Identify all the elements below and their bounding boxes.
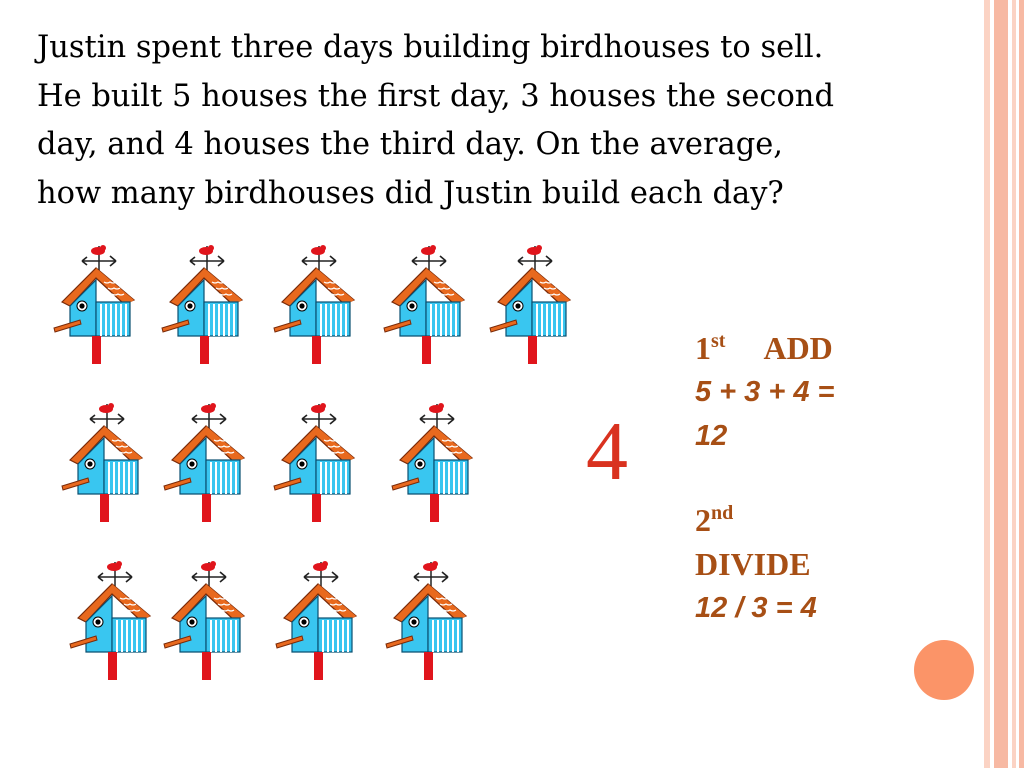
birdhouse-icon bbox=[272, 402, 362, 532]
birdhouse-icon bbox=[384, 560, 474, 690]
birdhouse-icon bbox=[272, 244, 362, 374]
birdhouse-icon bbox=[52, 244, 142, 374]
problem-line: how many birdhouses did Justin build each day? bbox=[37, 175, 784, 211]
birdhouse-icon bbox=[274, 560, 364, 690]
problem-line: day, and 4 houses the third day. On the average, bbox=[37, 127, 783, 162]
step-2-heading bbox=[695, 498, 910, 542]
step-2-number: 2 bbox=[695, 502, 711, 538]
decorative-circle-icon bbox=[914, 640, 974, 700]
birdhouse-icon bbox=[162, 402, 252, 532]
birdhouse-icon bbox=[160, 244, 250, 374]
birdhouse-icon bbox=[60, 402, 150, 532]
step-1-heading bbox=[695, 326, 910, 370]
border-stripe bbox=[1012, 0, 1016, 768]
problem-line: Justin spent three days building birdhouses to sell. bbox=[37, 30, 824, 65]
decorative-border bbox=[984, 0, 1024, 768]
problem-line: He built 5 houses the first day, 3 houses the second bbox=[37, 78, 834, 114]
birdhouse-icon bbox=[382, 244, 472, 374]
step-2-ordinal: nd bbox=[711, 502, 734, 524]
step-1-number: 1 bbox=[695, 330, 711, 366]
step-1-result: 12 bbox=[695, 420, 728, 452]
birdhouse-icon bbox=[390, 402, 480, 532]
birdhouse-icon bbox=[488, 244, 578, 374]
word-problem-text bbox=[37, 24, 987, 218]
solution-steps bbox=[695, 326, 910, 630]
birdhouse-icon bbox=[68, 560, 158, 690]
answer-number: 4 bbox=[586, 405, 628, 498]
border-stripe bbox=[994, 0, 1008, 768]
step-1-equation: 5 + 3 + 4 = bbox=[695, 376, 835, 408]
birdhouse-icon bbox=[162, 560, 252, 690]
step-1-label: ADD bbox=[763, 330, 833, 366]
step-1-ordinal: st bbox=[711, 330, 726, 352]
border-stripe bbox=[1019, 0, 1024, 768]
step-2-equation: 12 / 3 = 4 bbox=[695, 592, 817, 624]
step-2-label: DIVIDE bbox=[695, 546, 811, 582]
